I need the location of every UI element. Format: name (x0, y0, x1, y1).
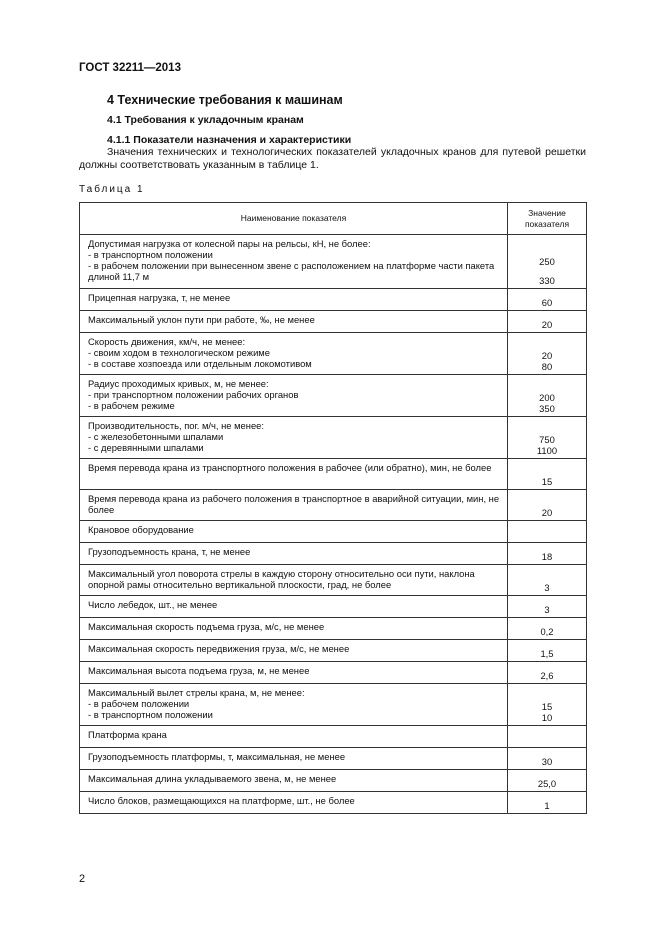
table-row (80, 375, 587, 417)
column-header-name: Наименование показателя (80, 203, 508, 235)
row-value-cell (508, 770, 587, 792)
table-row (80, 748, 587, 770)
row-name-cell (80, 662, 508, 684)
table-row (80, 792, 587, 814)
row-value-cell (508, 490, 587, 521)
row-value: 15 (541, 476, 553, 487)
row-name-line: - в транспортном положении (88, 709, 213, 720)
row-name-cell (80, 596, 508, 618)
row-name-line: Прицепная нагрузка, т, не менее (88, 292, 231, 303)
row-name-line: Максимальная скорость подъема груза, м/с, не менее (88, 621, 325, 632)
row-name-line: Производительность, пог. м/ч, не менее: (88, 420, 264, 431)
row-value-cell (508, 235, 587, 289)
row-name-line: - в составе хозпоезда или отдельным локомотивом (88, 358, 312, 369)
row-name-cell (80, 640, 508, 662)
row-name-line: - при транспортном положении рабочих органов (88, 389, 299, 400)
row-name-line: Максимальная высота подъема груза, м, не менее (88, 665, 310, 676)
row-value-cell (508, 289, 587, 311)
row-name-cell (80, 490, 508, 521)
row-value: 250 (539, 256, 555, 267)
row-value-cell (508, 596, 587, 618)
row-value-cell (508, 565, 587, 596)
row-value: 350 (539, 403, 555, 414)
table-caption: Таблица 1 (79, 184, 145, 195)
row-value: 15 (541, 701, 553, 712)
row-name-line: - с деревянными шпалами (88, 442, 204, 453)
row-value: 25,0 (537, 778, 557, 789)
table-row (80, 490, 587, 521)
row-name-line: Максимальный угол поворота стрелы в каждую сторону относительно оси пути, наклона опорной рамы относительно вертикальной плоскости, град, не более (88, 568, 475, 590)
subsubsection-title: 4.1.1 Показатели назначения и характеристики (107, 134, 352, 146)
row-value-cell (508, 640, 587, 662)
row-name-line: Допустимая нагрузка от колесной пары на рельсы, кН, не более: (88, 238, 371, 249)
table-row (80, 333, 587, 375)
row-value-cell (508, 417, 587, 459)
row-name-line: - своим ходом в технологическом режиме (88, 347, 270, 358)
row-name-line: Грузоподъемность платформы, т, максимальная, не менее (88, 751, 346, 762)
table-row (80, 311, 587, 333)
row-name-line: Время перевода крана из рабочего положения в транспортное в аварийной ситуации, мин, не более (88, 493, 500, 515)
row-name-line: Максимальный уклон пути при работе, ‰, не менее (88, 314, 315, 325)
row-name-cell (80, 543, 508, 565)
row-value: 18 (541, 551, 553, 562)
row-name-cell (80, 521, 508, 543)
table-row (80, 640, 587, 662)
table-row (80, 684, 587, 726)
row-value-cell (508, 521, 587, 543)
row-name-line: Число лебедок, шт., не менее (88, 599, 218, 610)
row-value: 20 (541, 350, 553, 361)
row-name-cell (80, 375, 508, 417)
table-header-row (80, 203, 587, 235)
row-value-cell (508, 375, 587, 417)
row-value-cell (508, 618, 587, 640)
intro-paragraph: Значения технических и технологических показателей укладочных кранов для путевой решетки должны соответствовать указанным в таблице 1. (79, 146, 586, 171)
row-name-line: Максимальная скорость передвижения груза, м/с, не менее (88, 643, 350, 654)
row-name-cell (80, 792, 508, 814)
table-row (80, 289, 587, 311)
row-name-line: Максимальная длина укладываемого звена, м, не менее (88, 773, 337, 784)
table-row (80, 618, 587, 640)
row-value: 20 (541, 319, 553, 330)
row-value: 3 (544, 604, 550, 615)
table-body (80, 235, 587, 814)
column-header-value (508, 203, 587, 235)
row-name-line: Скорость движения, км/ч, не менее: (88, 336, 246, 347)
row-value: 0,2 (540, 626, 554, 637)
row-name-line: Грузоподъемность крана, т, не менее (88, 546, 251, 557)
table-row (80, 521, 587, 543)
row-name-line: - в рабочем положении при вынесенном звене с расположением на платформе части пакета длиной 11,7 м (88, 260, 495, 282)
row-name-cell (80, 770, 508, 792)
row-value: 10 (541, 712, 553, 723)
table-row (80, 596, 587, 618)
row-name-line: Платформа крана (88, 729, 167, 740)
row-name-line: - в рабочем режиме (88, 400, 175, 411)
row-value-cell (508, 662, 587, 684)
row-name-cell (80, 726, 508, 748)
row-name-line: Число блоков, размещающихся на платформе, шт., не более (88, 795, 355, 806)
row-value-cell (508, 459, 587, 490)
table-row (80, 543, 587, 565)
row-name-cell (80, 235, 508, 289)
page-number: 2 (79, 873, 86, 885)
row-value-cell (508, 748, 587, 770)
specs-table (79, 202, 587, 814)
row-value: 1 (544, 800, 550, 811)
row-name-cell (80, 748, 508, 770)
row-name-line: - в транспортном положении (88, 249, 213, 260)
row-name-line: Радиус проходимых кривых, м, не менее: (88, 378, 269, 389)
row-name-line: Максимальный вылет стрелы крана, м, не менее: (88, 687, 305, 698)
column-header-value-line: Значение (528, 207, 566, 218)
row-value: 1100 (536, 445, 558, 456)
row-value-cell (508, 311, 587, 333)
row-value: 30 (541, 756, 553, 767)
row-value-cell (508, 792, 587, 814)
row-name-line: Время перевода крана из транспортного положения в рабочее (или обратно), мин, не более (88, 462, 492, 473)
row-name-cell (80, 618, 508, 640)
row-value-cell (508, 726, 587, 748)
column-header-value-line: показателя (524, 218, 570, 229)
row-value: 750 (539, 434, 555, 445)
table-row (80, 770, 587, 792)
subsection-title: 4.1 Требования к укладочным кранам (107, 114, 304, 126)
row-value: 60 (541, 297, 553, 308)
table-row (80, 459, 587, 490)
row-name-line: - с железобетонными шпалами (88, 431, 224, 442)
table-row (80, 662, 587, 684)
table-row (80, 726, 587, 748)
table-row (80, 565, 587, 596)
row-name-line: Крановое оборудование (88, 524, 194, 535)
row-value: 1,5 (540, 648, 554, 659)
row-value: 80 (541, 361, 553, 372)
row-name-cell (80, 684, 508, 726)
row-value-cell (508, 684, 587, 726)
section-title: 4 Технические требования к машинам (107, 93, 343, 107)
row-value: 3 (544, 582, 550, 593)
row-value: 200 (539, 392, 555, 403)
table-row (80, 417, 587, 459)
row-name-cell (80, 565, 508, 596)
row-value: 2,6 (540, 670, 554, 681)
row-name-cell (80, 289, 508, 311)
row-value-cell (508, 543, 587, 565)
document-id: ГОСТ 32211—2013 (79, 62, 181, 74)
row-value: 20 (541, 507, 553, 518)
table-row (80, 235, 587, 289)
row-name-line: - в рабочем положении (88, 698, 190, 709)
row-value: 330 (539, 275, 555, 286)
row-name-cell (80, 459, 508, 490)
row-value-cell (508, 333, 587, 375)
row-name-cell (80, 311, 508, 333)
row-name-cell (80, 333, 508, 375)
row-name-cell (80, 417, 508, 459)
